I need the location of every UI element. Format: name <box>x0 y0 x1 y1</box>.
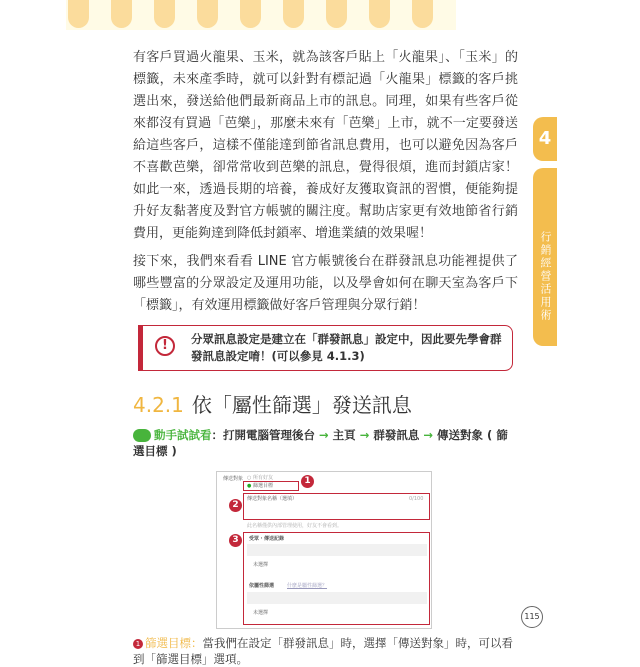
attr-link: 什麼是屬性篩選？ <box>287 583 328 589</box>
arrow-icon: → <box>423 428 433 442</box>
section-title: 依「屬性篩選」發送訊息 <box>191 393 412 417</box>
badge-1: 1 <box>301 475 314 488</box>
unselected: 未選擇 <box>253 562 269 568</box>
callout-text: 分眾訊息設定是建立在「群發訊息」設定中，因此要先學會群發訊息設定唷！(可以參見 4.1.3) <box>191 332 502 363</box>
radio-all: ○ 所有好友 <box>247 475 273 481</box>
exclamation-icon: ! <box>155 336 175 356</box>
unselected: 未選擇 <box>253 610 269 616</box>
step: 主頁 <box>332 428 356 442</box>
footnote-term: 篩選目標 <box>145 636 191 650</box>
attr-label: 依屬性篩選 <box>249 583 275 589</box>
sep: ： <box>191 636 203 650</box>
char-count: 0/100 <box>409 496 424 502</box>
note-callout <box>138 325 513 371</box>
footnote-badge: 1 <box>133 639 143 649</box>
sep: ： <box>211 428 223 442</box>
monitor-icon <box>133 429 151 442</box>
send-to-label: 傳送對象 <box>223 476 244 482</box>
attr-bar <box>247 592 427 604</box>
main-column <box>133 47 518 667</box>
awning-decoration <box>66 0 456 30</box>
arrow-icon: → <box>319 428 329 442</box>
step: 打開電腦管理後台 <box>223 428 315 442</box>
name-label: 傳送對象名稱（選填） <box>247 496 298 502</box>
badge-2: 2 <box>229 499 242 512</box>
try-it-line <box>133 427 518 459</box>
page-number: 115 <box>521 606 543 628</box>
badge-3: 3 <box>229 534 242 547</box>
audience-bar <box>247 544 427 556</box>
screenshot-figure <box>216 471 432 629</box>
arrow-icon: → <box>359 428 370 442</box>
section-heading <box>133 391 518 419</box>
try-label: 動手試試看 <box>154 428 212 442</box>
step: 傳送對象 ( 篩選目標 ) <box>133 428 508 458</box>
radio-filter: ● 篩選目標 <box>247 483 273 489</box>
chapter-number-tab: 4 <box>533 117 557 161</box>
footnote-text: 當我們在設定「群發訊息」時，選擇「傳送對象」時，可以看到「篩選目標」選項。 <box>133 636 513 666</box>
body-paragraph: 有客戶買過火龍果、玉米，就為該客戶貼上「火龍果」、「玉米」的標籤，未來產季時，就可以針對有標記過「火龍果」標籤的客戶挑選出來，發送給他們最新商品上市的訊息。同理，如果有些客戶從來都沒有買過「芭樂」，那麼未來有「芭樂」上市，就不一定要發送給這些客戶，這樣不僅能達到節省訊息費用，也可以避免因為客戶不喜歡芭樂，卻常常收到芭樂的訊息，覺得很煩，進而封鎖店家！如此一來，透過長期的培養，養成好友獲取資訊的習慣，便能夠提升好友黏著度及對官方帳號的關注度。幫助店家更有效地節省行銷費用，更能夠達到降低封鎖率、增進業績的效果喔！ <box>133 50 518 241</box>
audience-label: 受眾・傳送記錄 <box>249 536 285 542</box>
body-paragraph: 接下來，我們來看看 LINE 官方帳號後台在群發訊息功能裡提供了哪些豐富的分眾設定及運用功能，以及學會如何在聊天室為客戶下「標籤」，有效運用標籤做好客戶管理與分眾行銷！ <box>133 254 518 313</box>
section-number: 4.2.1 <box>133 393 184 417</box>
step: 群發訊息 <box>373 428 420 442</box>
hint-text: 此名稱僅供內部管理使用，好友不會看到。 <box>247 523 343 529</box>
chapter-title-tab: 行銷經營活用術 <box>533 168 557 346</box>
